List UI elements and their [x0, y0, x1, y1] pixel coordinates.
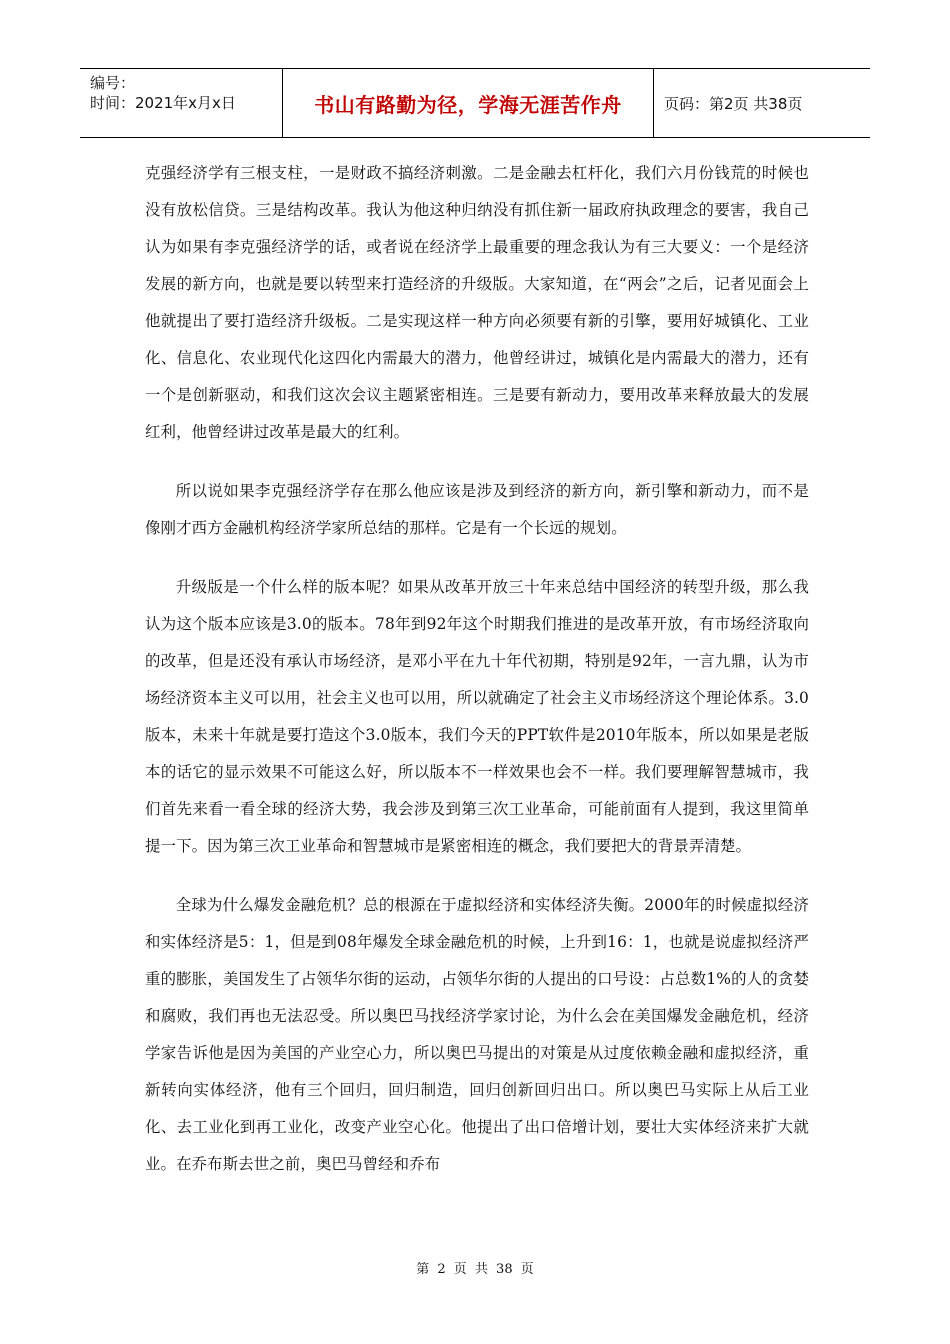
paragraph-4: 全球为什么爆发金融危机？总的根源在于虚拟经济和实体经济失衡。2000年的时候虚拟经济和实体经济是5：1，但是到08年爆发全球金融危机的时候，上升到16：1，也就是说虚拟经济严重的膨胀，美国发生了占领华尔街的运动，占领华尔街的人提出的口号设：占总数1%的人的贪婪和腐败，我们再也无法忍受。所以奥巴马找经济学家讨论，为什么会在美国爆发金融危机，经济学家告诉他是因为美国的产业空心力，所以奥巴马提出的对策是从过度依赖金融和虚拟经济，重新转向实体经济，他有三个回归，回归制造，回归创新回归出口。所以奥巴马实际上从后工业化、去工业化到再工业化，改变产业空心化。他提出了出口倍增计划，要壮大实体经济来扩大就业。在乔布斯去世之前，奥巴马曾经和乔布: [145, 896, 809, 1173]
document-body: [145, 155, 809, 1205]
header-motto: 书山有路勤为径，学海无涯苦作舟: [282, 69, 654, 137]
header-time-label: 时间：2021年x月x日: [90, 94, 236, 112]
paragraph-2: 所以说如果李克强经济学存在那么他应该是涉及到经济的新方向，新引擎和新动力，而不是像刚才西方金融机构经济学家所总结的那样。它是有一个长远的规划。: [145, 482, 809, 537]
page-footer: 第 2 页 共 38 页: [416, 1262, 534, 1277]
header-page-info: 页码：第2页 共38页: [664, 94, 803, 113]
header-meta: [80, 69, 282, 137]
paragraph-3: 升级版是一个什么样的版本呢？如果从改革开放三十年来总结中国经济的转型升级，那么我认为这个版本应该是3.0的版本。78年到92年这个时期我们推进的是改革开放，有市场经济取向的改革，但是还没有承认市场经济，是邓小平在九十年代初期，特别是92年，一言九鼎，认为市场经济资本主义可以用，社会主义也可以用，所以就确定了社会主义市场经济这个理论体系。3.0版本，未来十年就是要打造这个3.0版本，我们今天的PPT软件是2010年版本，所以如果是老版本的话它的显示效果不可能这么好，所以版本不一样效果也会不一样。我们要理解智慧城市，我们首先来看一看全球的经济大势，我会涉及到第三次工业革命，可能前面有人提到，我这里简单提一下。因为第三次工业革命和智慧城市是紧密相连的概念，我们要把大的背景弄清楚。: [145, 578, 809, 855]
header-number-label: 编号：: [90, 74, 136, 92]
paragraph-1: 克强经济学有三根支柱，一是财政不搞经济刺激。二是金融去杠杆化，我们六月份钱荒的时候也没有放松信贷。三是结构改革。我认为他这种归纳没有抓住新一届政府执政理念的要害，我自己认为如果有李克强经济学的话，或者说在经济学上最重要的理念我认为有三大要义：一个是经济发展的新方向，也就是要以转型来打造经济的升级版。大家知道，在“两会”之后，记者见面会上他就提出了要打造经济升级板。二是实现这样一种方向必须要有新的引擎，要用好城镇化、工业化、信息化、农业现代化这四化内需最大的潜力，他曾经讲过，城镇化是内需最大的潜力，还有一个是创新驱动，和我们这次会议主题紧密相连。三是要有新动力，要用改革来释放最大的发展红利，他曾经讲过改革是最大的红利。: [145, 164, 809, 441]
page-header: [80, 68, 870, 138]
